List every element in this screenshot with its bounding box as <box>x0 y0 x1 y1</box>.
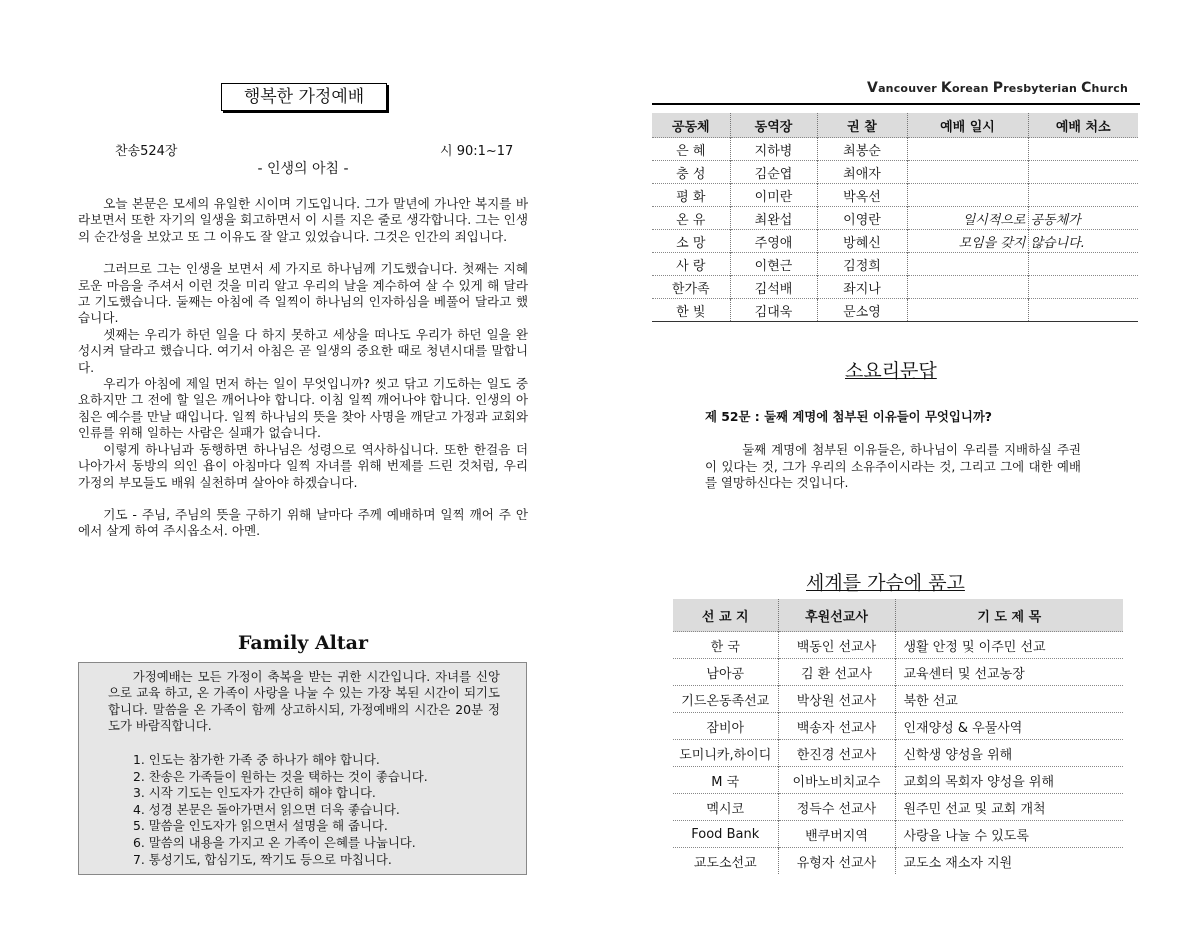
community-schedule-table <box>652 113 1138 322</box>
table-cell: 정득수 선교사 <box>778 794 895 821</box>
table-cell: 김순엽 <box>730 161 817 184</box>
column-header: 권 찰 <box>817 113 907 138</box>
column-header: 선 교 지 <box>673 599 778 632</box>
table-cell: 김대욱 <box>730 299 817 322</box>
table-cell: 사 랑 <box>652 253 730 276</box>
worship-title: 행복한 가정예배 <box>221 83 387 111</box>
table-header-row <box>652 113 1138 138</box>
list-item: 2. 찬송은 가족들이 원하는 것을 택하는 것이 좋습니다. <box>133 768 428 784</box>
table-cell <box>1028 253 1138 276</box>
sermon-paragraph: 오늘 본문은 모세의 유일한 시이며 기도입니다. 그가 말년에 가나안 복지를 바라보면서 또한 자기의 일생을 회고하면서 이 시를 지은 줄로 생각합니다. 그는 인생의 순간성을 보았고 또 그 이유도 잘 알고 있었습니다. 그것은 인간의 죄입니다. <box>78 196 528 244</box>
table-cell: 모임을 갖지 <box>907 230 1028 253</box>
table-cell: 문소영 <box>817 299 907 322</box>
table-cell: 최봉순 <box>817 138 907 161</box>
table-cell: 백동인 선교사 <box>778 632 895 659</box>
table-cell: 박옥선 <box>817 184 907 207</box>
table-cell: 김정희 <box>817 253 907 276</box>
table-cell <box>1028 161 1138 184</box>
table-cell: 밴쿠버지역 <box>778 821 895 848</box>
table-row <box>673 794 1123 821</box>
table-cell: 충 성 <box>652 161 730 184</box>
table-row <box>673 740 1123 767</box>
family-altar-intro-text: 가정예배는 모든 가정이 축복을 받는 귀한 시간입니다. 자녀를 신앙으로 교육 하고, 온 가족이 사랑을 나눌 수 있는 가장 복된 시간이 되기도 합니다. 말씀을 온 가족이 함께 상고하시되, 가정예배의 시간은 20분 정도가 바람직합니다. <box>108 669 500 734</box>
table-cell: 소 망 <box>652 230 730 253</box>
table-cell: 이미란 <box>730 184 817 207</box>
table-cell <box>1028 299 1138 322</box>
sermon-subtitle: - 인생의 아침 - <box>257 161 349 177</box>
table-cell: 교도소선교 <box>673 848 778 875</box>
list-item: 3. 시작 기도는 인도자가 간단히 해야 합니다. <box>133 785 376 801</box>
table-header-row <box>673 599 1123 632</box>
table-cell <box>907 161 1028 184</box>
table-cell: 이영란 <box>817 207 907 230</box>
sermon-paragraph: 이렇게 하나님과 동행하면 하나님은 성령으로 역사하십니다. 또한 한걸음 더 나아가서 동방의 의인 욥이 아침마다 일찍 자녀를 위해 번제를 드린 것처럼, 우리 가정의 부모들도 배워 실천하며 살아야 하겠습니다. <box>78 441 528 490</box>
table-cell <box>1028 184 1138 207</box>
table-cell: 온 유 <box>652 207 730 230</box>
scripture-reference: 시 90:1~17 <box>440 144 514 159</box>
missions-table <box>673 599 1123 874</box>
table-row <box>652 184 1138 207</box>
table-row <box>673 848 1123 875</box>
table-cell: 이바노비치교수 <box>778 767 895 794</box>
table-cell <box>1028 138 1138 161</box>
table-cell: 남아공 <box>673 659 778 686</box>
church-name: Vancouver Korean Presbyterian Church <box>867 80 1128 96</box>
list-item: 7. 통성기도, 합심기도, 짝기도 등으로 마칩니다. <box>133 851 392 867</box>
table-cell <box>907 184 1028 207</box>
table-cell: 신학생 양성을 위해 <box>895 740 1123 767</box>
table-cell: 기드온동족선교 <box>673 686 778 713</box>
table-cell: Food Bank <box>673 821 778 848</box>
catechism-answer-text: 둘째 계명에 첨부된 이유들은, 하나님이 우리를 지배하실 주권이 있다는 것, 그가 우리의 소유주이시라는 것, 그리고 그에 대한 예배를 열망하신다는 것입니다. <box>705 442 1081 491</box>
sermon-paragraph: 셋째는 우리가 하던 일을 다 하지 못하고 세상을 떠나도 우리가 하던 일을 완성시켜 달라고 했습니다. 여기서 아침은 곧 일생의 중요한 때로 청년시대를 말합니다. <box>78 326 528 375</box>
table-cell: 한 국 <box>673 632 778 659</box>
table-cell: 박상원 선교사 <box>778 686 895 713</box>
header-divider <box>652 103 1140 105</box>
list-item: 5. 말씀을 인도자가 읽으면서 설명을 해 줍니다. <box>133 818 388 834</box>
table-cell: 잠비아 <box>673 713 778 740</box>
table-row <box>673 659 1123 686</box>
column-header: 기 도 제 목 <box>895 599 1123 632</box>
table-cell: 인재양성 & 우물사역 <box>895 713 1123 740</box>
table-cell: 교회의 목회자 양성을 위해 <box>895 767 1123 794</box>
table-cell: 공동체가 <box>1028 207 1138 230</box>
list-item: 1. 인도는 참가한 가족 중 하나가 해야 합니다. <box>133 752 380 767</box>
table-cell <box>1028 276 1138 299</box>
table-cell: 원주민 선교 및 교회 개척 <box>895 794 1123 821</box>
table-cell: 평 화 <box>652 184 730 207</box>
table-cell: 최완섭 <box>730 207 817 230</box>
table-cell <box>907 138 1028 161</box>
list-item: 6. 말씀의 내용을 가지고 온 가족이 은혜를 나눕니다. <box>133 834 416 850</box>
table-cell: 유형자 선교사 <box>778 848 895 875</box>
table-cell: 일시적으로 <box>907 207 1028 230</box>
catechism-title: 소요리문답 <box>845 360 937 382</box>
missions-title: 세계를 가슴에 품고 <box>806 572 965 594</box>
table-row <box>652 230 1138 253</box>
sermon-paragraph: 우리가 아침에 제일 먼저 하는 일이 무엇입니까? 씻고 닦고 기도하는 일도 중요하지만 그 전에 할 일은 깨어나야 합니다. 이침 일찍 깨어나야 합니다. 인생의 아침은 예수를 만날 때입니다. 일찍 하나님의 뜻을 찾아 사명을 깨닫고 가정과 교회와 인류를 위해 일하는 사람은 실패가 없습니다. <box>78 376 528 441</box>
table-cell <box>907 276 1028 299</box>
table-cell: 한진경 선교사 <box>778 740 895 767</box>
table-cell: 김 환 선교사 <box>778 659 895 686</box>
table-row <box>673 821 1123 848</box>
table-cell <box>907 299 1028 322</box>
table-cell: 주영애 <box>730 230 817 253</box>
table-cell: 사랑을 나눌 수 있도록 <box>895 821 1123 848</box>
table-cell: 멕시코 <box>673 794 778 821</box>
table-row <box>652 276 1138 299</box>
table-cell: 최애자 <box>817 161 907 184</box>
column-header: 동역장 <box>730 113 817 138</box>
list-item: 4. 성경 본문은 돌아가면서 읽으면 더욱 좋습니다. <box>133 801 400 817</box>
table-cell: 한가족 <box>652 276 730 299</box>
table-row <box>673 632 1123 659</box>
table-cell: 방혜신 <box>817 230 907 253</box>
table-cell: 좌지나 <box>817 276 907 299</box>
prayer-paragraph: 기도 - 주님, 주님의 뜻을 구하기 위해 날마다 주께 예배하며 일찍 깨어 주 안에서 살게 하여 주시옵소서. 아멘. <box>78 506 528 539</box>
table-cell: 이현근 <box>730 253 817 276</box>
table-row <box>673 713 1123 740</box>
table-row <box>673 686 1123 713</box>
table-cell <box>907 253 1028 276</box>
table-cell: 도미니카,하이디 <box>673 740 778 767</box>
column-header: 공동체 <box>652 113 730 138</box>
table-row <box>652 207 1138 230</box>
family-altar-title: Family Altar <box>237 632 368 654</box>
table-row <box>652 253 1138 276</box>
column-header: 후원선교사 <box>778 599 895 632</box>
table-row <box>673 767 1123 794</box>
catechism-answer <box>705 442 1081 492</box>
column-header: 예배 처소 <box>1028 113 1138 138</box>
table-cell: 백송자 선교사 <box>778 713 895 740</box>
table-row <box>652 138 1138 161</box>
table-cell: 김석배 <box>730 276 817 299</box>
table-cell: 북한 선교 <box>895 686 1123 713</box>
table-cell: 않습니다. <box>1028 230 1138 253</box>
table-cell: 생활 안정 및 이주민 선교 <box>895 632 1123 659</box>
table-row <box>652 299 1138 322</box>
family-altar-list <box>133 752 503 868</box>
sermon-paragraph: 그러므로 그는 인생을 보면서 세 가지로 하나님께 기도했습니다. 첫째는 지혜로운 마음을 주셔서 이런 것을 미리 알고 우리의 날을 계수하여 살 수 있게 해 달라고 기도했습니다. 둘째는 아침에 즉 일찍이 하나님의 인자하심을 베풀어 달라고 했습니다. <box>78 261 528 326</box>
table-cell: M 국 <box>673 767 778 794</box>
table-cell: 교도소 재소자 지원 <box>895 848 1123 875</box>
sermon-body <box>78 196 528 540</box>
table-row <box>652 161 1138 184</box>
family-altar-intro <box>108 669 500 735</box>
table-cell: 한 빛 <box>652 299 730 322</box>
column-header: 예배 일시 <box>907 113 1028 138</box>
table-cell: 교육센터 및 선교농장 <box>895 659 1123 686</box>
hymn-number: 찬송524장 <box>115 144 178 159</box>
table-cell: 지하병 <box>730 138 817 161</box>
table-cell: 은 혜 <box>652 138 730 161</box>
catechism-question: 제 52문 : 둘째 계명에 첨부된 이유들이 무엇입니까? <box>705 409 992 424</box>
